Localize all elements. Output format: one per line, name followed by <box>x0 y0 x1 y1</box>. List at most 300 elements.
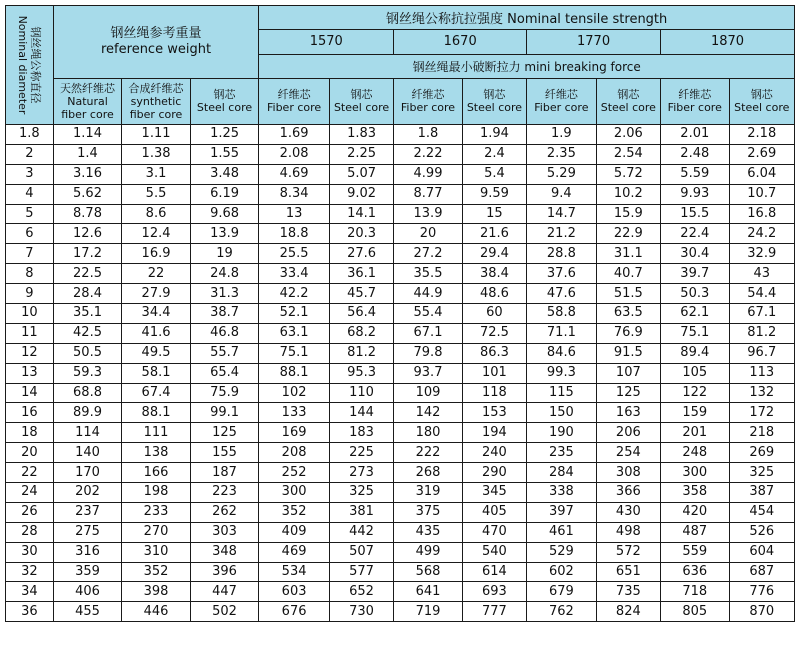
table-cell: 153 <box>462 403 526 423</box>
table-cell: 125 <box>190 423 259 443</box>
table-cell: 319 <box>394 483 463 503</box>
table-cell: 237 <box>53 502 122 522</box>
col-label-cn: 钢芯 <box>750 88 773 102</box>
table-cell: 218 <box>729 423 794 443</box>
table-cell: 14.1 <box>329 204 393 224</box>
table-cell: 36.1 <box>329 264 393 284</box>
table-cell: 352 <box>122 562 191 582</box>
table-cell: 96.7 <box>729 343 794 363</box>
table-cell: 38.7 <box>190 304 259 324</box>
table-cell: 442 <box>329 522 393 542</box>
table-cell: 187 <box>190 463 259 483</box>
table-cell: 461 <box>527 522 597 542</box>
table-cell: 9.02 <box>329 184 393 204</box>
table-cell: 254 <box>596 443 660 463</box>
table-cell: 338 <box>527 483 597 503</box>
diameter-cell: 5 <box>6 204 54 224</box>
table-cell: 144 <box>329 403 393 423</box>
table-cell: 534 <box>259 562 330 582</box>
table-cell: 9.68 <box>190 204 259 224</box>
table-cell: 719 <box>394 602 463 622</box>
table-row <box>6 502 795 522</box>
table-cell: 13.9 <box>190 224 259 244</box>
table-cell: 201 <box>661 423 730 443</box>
col-label-en: Steel core <box>333 101 390 115</box>
table-cell: 1.55 <box>190 144 259 164</box>
table-cell: 44.9 <box>394 284 463 304</box>
table-cell: 614 <box>462 562 526 582</box>
table-cell: 270 <box>122 522 191 542</box>
table-row <box>6 562 795 582</box>
col-label-cn: 钢芯 <box>617 88 640 102</box>
table-cell: 1.11 <box>122 125 191 145</box>
table-cell: 138 <box>122 443 191 463</box>
table-cell: 29.4 <box>462 244 526 264</box>
table-cell: 507 <box>329 542 393 562</box>
table-cell: 13 <box>259 204 330 224</box>
table-cell: 67.1 <box>729 304 794 324</box>
diameter-cell: 16 <box>6 403 54 423</box>
table-cell: 68.2 <box>329 323 393 343</box>
table-cell: 76.9 <box>596 323 660 343</box>
table-cell: 1.8 <box>394 125 463 145</box>
table-cell: 358 <box>661 483 730 503</box>
table-row <box>6 343 795 363</box>
table-row <box>6 423 795 443</box>
table-cell: 202 <box>53 483 122 503</box>
table-cell: 75.1 <box>259 343 330 363</box>
table-cell: 31.1 <box>596 244 660 264</box>
table-cell: 84.6 <box>527 343 597 363</box>
table-row <box>6 542 795 562</box>
table-cell: 2.22 <box>394 144 463 164</box>
diameter-cell: 1.8 <box>6 125 54 145</box>
table-row <box>6 284 795 304</box>
table-cell: 870 <box>729 602 794 622</box>
table-row <box>6 383 795 403</box>
diameter-cell: 28 <box>6 522 54 542</box>
table-cell: 577 <box>329 562 393 582</box>
table-cell: 359 <box>53 562 122 582</box>
table-cell: 240 <box>462 443 526 463</box>
table-cell: 14.7 <box>527 204 597 224</box>
table-cell: 110 <box>329 383 393 403</box>
table-cell: 397 <box>527 502 597 522</box>
col-label-cn: 纤维芯 <box>277 88 311 102</box>
table-cell: 198 <box>122 483 191 503</box>
table-cell: 1.38 <box>122 144 191 164</box>
table-cell: 430 <box>596 502 660 522</box>
table-cell: 50.5 <box>53 343 122 363</box>
table-cell: 687 <box>729 562 794 582</box>
table-cell: 248 <box>661 443 730 463</box>
col-1670-steel-core <box>462 78 526 124</box>
table-cell: 233 <box>122 502 191 522</box>
table-cell: 300 <box>259 483 330 503</box>
col-label-en: Steel core <box>466 101 523 115</box>
table-cell: 455 <box>53 602 122 622</box>
table-cell: 446 <box>122 602 191 622</box>
col-label-en: Steel core <box>734 101 790 115</box>
table-cell: 5.59 <box>661 164 730 184</box>
col-label-en: Steel core <box>600 101 656 115</box>
table-cell: 54.4 <box>729 284 794 304</box>
table-cell: 115 <box>527 383 597 403</box>
table-row <box>6 204 795 224</box>
table-cell: 9.59 <box>462 184 526 204</box>
table-cell: 43 <box>729 264 794 284</box>
table-cell: 22.5 <box>53 264 122 284</box>
table-cell: 51.5 <box>596 284 660 304</box>
col-label-cn: 钢芯 <box>213 88 236 102</box>
table-cell: 16.8 <box>729 204 794 224</box>
table-header <box>6 6 795 125</box>
table-cell: 118 <box>462 383 526 403</box>
diameter-cell: 7 <box>6 244 54 264</box>
diameter-cell: 22 <box>6 463 54 483</box>
table-cell: 529 <box>527 542 597 562</box>
table-cell: 12.4 <box>122 224 191 244</box>
col-label-en: Natural <box>67 94 108 108</box>
table-cell: 499 <box>394 542 463 562</box>
table-cell: 42.2 <box>259 284 330 304</box>
table-cell: 693 <box>462 582 526 602</box>
table-cell: 8.77 <box>394 184 463 204</box>
table-cell: 284 <box>527 463 597 483</box>
col-label-cn: 纤维芯 <box>411 88 445 102</box>
table-cell: 60 <box>462 304 526 324</box>
table-cell: 79.8 <box>394 343 463 363</box>
col-label-cn: 钢芯 <box>350 88 373 102</box>
table-cell: 2.18 <box>729 125 794 145</box>
table-cell: 2.69 <box>729 144 794 164</box>
table-cell: 150 <box>527 403 597 423</box>
table-row <box>6 224 795 244</box>
table-cell: 102 <box>259 383 330 403</box>
col-1570-steel-core <box>329 78 393 124</box>
table-cell: 602 <box>527 562 597 582</box>
grade-1870: 1870 <box>661 30 795 54</box>
table-cell: 2.01 <box>661 125 730 145</box>
table-cell: 27.9 <box>122 284 191 304</box>
table-cell: 169 <box>259 423 330 443</box>
table-cell: 776 <box>729 582 794 602</box>
table-cell: 275 <box>53 522 122 542</box>
table-row <box>6 363 795 383</box>
diameter-label-cn: 钢丝绳公称直径 <box>29 26 43 104</box>
table-cell: 63.5 <box>596 304 660 324</box>
col-label-cn: 纤维芯 <box>678 88 712 102</box>
col-natural-fiber-core <box>53 78 122 124</box>
diameter-cell: 10 <box>6 304 54 324</box>
col-label-cn: 合成纤维芯 <box>128 81 184 95</box>
table-cell: 52.1 <box>259 304 330 324</box>
table-cell: 25.5 <box>259 244 330 264</box>
table-row <box>6 582 795 602</box>
table-row <box>6 483 795 503</box>
col-label-en: synthetic <box>130 94 182 108</box>
table-cell: 50.3 <box>661 284 730 304</box>
table-cell: 641 <box>394 582 463 602</box>
table-cell: 34.4 <box>122 304 191 324</box>
diameter-cell: 4 <box>6 184 54 204</box>
col-label-cn: 纤维芯 <box>544 88 578 102</box>
reference-weight-cn: 钢丝绳参考重量 <box>110 25 202 41</box>
header-nominal-diameter <box>6 6 54 125</box>
table-cell: 651 <box>596 562 660 582</box>
diameter-cell: 26 <box>6 502 54 522</box>
table-cell: 67.4 <box>122 383 191 403</box>
table-cell: 37.6 <box>527 264 597 284</box>
table-cell: 190 <box>527 423 597 443</box>
table-cell: 5.5 <box>122 184 191 204</box>
table-cell: 235 <box>527 443 597 463</box>
table-cell: 21.6 <box>462 224 526 244</box>
table-cell: 5.72 <box>596 164 660 184</box>
table-cell: 290 <box>462 463 526 483</box>
table-cell: 409 <box>259 522 330 542</box>
table-cell: 5.07 <box>329 164 393 184</box>
table-cell: 27.6 <box>329 244 393 264</box>
table-cell: 109 <box>394 383 463 403</box>
table-cell: 155 <box>190 443 259 463</box>
table-cell: 20 <box>394 224 463 244</box>
table-cell: 38.4 <box>462 264 526 284</box>
table-cell: 498 <box>596 522 660 542</box>
table-cell: 5.4 <box>462 164 526 184</box>
table-cell: 273 <box>329 463 393 483</box>
table-cell: 679 <box>527 582 597 602</box>
header-tensile-strength: 钢丝绳公称抗拉强度 Nominal tensile strength <box>259 6 795 30</box>
table-cell: 777 <box>462 602 526 622</box>
table-cell: 15 <box>462 204 526 224</box>
col-1870-steel-core <box>729 78 794 124</box>
table-cell: 40.7 <box>596 264 660 284</box>
table-cell: 604 <box>729 542 794 562</box>
diameter-cell: 18 <box>6 423 54 443</box>
diameter-cell: 36 <box>6 602 54 622</box>
header-breaking-force: 钢丝绳最小破断拉力 mini breaking force <box>259 54 795 78</box>
table-cell: 8.6 <box>122 204 191 224</box>
diameter-cell: 3 <box>6 164 54 184</box>
table-cell: 268 <box>394 463 463 483</box>
table-cell: 159 <box>661 403 730 423</box>
table-cell: 1.94 <box>462 125 526 145</box>
table-cell: 28.8 <box>527 244 597 264</box>
table-cell: 20.3 <box>329 224 393 244</box>
table-cell: 568 <box>394 562 463 582</box>
table-cell: 19 <box>190 244 259 264</box>
table-cell: 41.6 <box>122 323 191 343</box>
table-cell: 32.9 <box>729 244 794 264</box>
col-synthetic-fiber-core <box>122 78 191 124</box>
table-cell: 15.5 <box>661 204 730 224</box>
table-row <box>6 125 795 145</box>
table-cell: 86.3 <box>462 343 526 363</box>
table-cell: 1.25 <box>190 125 259 145</box>
table-cell: 269 <box>729 443 794 463</box>
table-cell: 559 <box>661 542 730 562</box>
table-cell: 35.5 <box>394 264 463 284</box>
table-cell: 9.4 <box>527 184 597 204</box>
table-cell: 55.4 <box>394 304 463 324</box>
table-cell: 805 <box>661 602 730 622</box>
col-steel-core-weight <box>190 78 259 124</box>
table-cell: 45.7 <box>329 284 393 304</box>
table-cell: 62.1 <box>661 304 730 324</box>
table-cell: 24.2 <box>729 224 794 244</box>
col-1770-steel-core <box>596 78 660 124</box>
table-cell: 9.93 <box>661 184 730 204</box>
table-cell: 435 <box>394 522 463 542</box>
col-1570-fiber-core <box>259 78 330 124</box>
diameter-cell: 20 <box>6 443 54 463</box>
table-cell: 396 <box>190 562 259 582</box>
table-cell: 24.8 <box>190 264 259 284</box>
header-reference-weight <box>53 6 259 79</box>
diameter-cell: 8 <box>6 264 54 284</box>
col-label-en: Fiber core <box>667 101 722 115</box>
table-cell: 39.7 <box>661 264 730 284</box>
table-cell: 2.35 <box>527 144 597 164</box>
table-cell: 469 <box>259 542 330 562</box>
table-cell: 718 <box>661 582 730 602</box>
table-cell: 8.78 <box>53 204 122 224</box>
table-cell: 22 <box>122 264 191 284</box>
diameter-cell: 34 <box>6 582 54 602</box>
table-cell: 652 <box>329 582 393 602</box>
table-cell: 502 <box>190 602 259 622</box>
col-label-en: Steel core <box>196 101 253 115</box>
table-cell: 730 <box>329 602 393 622</box>
table-cell: 89.4 <box>661 343 730 363</box>
table-cell: 163 <box>596 403 660 423</box>
col-label-en: Fiber core <box>534 101 589 115</box>
table-cell: 13.9 <box>394 204 463 224</box>
table-cell: 6.04 <box>729 164 794 184</box>
table-cell: 170 <box>53 463 122 483</box>
table-cell: 262 <box>190 502 259 522</box>
col-label-en: fiber core <box>129 107 183 121</box>
table-cell: 636 <box>661 562 730 582</box>
table-cell: 1.9 <box>527 125 597 145</box>
table-cell: 42.5 <box>53 323 122 343</box>
table-cell: 18.8 <box>259 224 330 244</box>
table-cell: 111 <box>122 423 191 443</box>
table-cell: 6.19 <box>190 184 259 204</box>
table-cell: 398 <box>122 582 191 602</box>
col-label-en: fiber core <box>61 107 114 121</box>
table-cell: 16.9 <box>122 244 191 264</box>
table-row <box>6 304 795 324</box>
table-cell: 470 <box>462 522 526 542</box>
table-cell: 105 <box>661 363 730 383</box>
table-cell: 2.25 <box>329 144 393 164</box>
table-row <box>6 443 795 463</box>
table-row <box>6 264 795 284</box>
table-row <box>6 184 795 204</box>
table-cell: 122 <box>661 383 730 403</box>
diameter-cell: 13 <box>6 363 54 383</box>
table-cell: 125 <box>596 383 660 403</box>
col-1770-fiber-core <box>527 78 597 124</box>
table-cell: 352 <box>259 502 330 522</box>
table-cell: 95.3 <box>329 363 393 383</box>
table-cell: 30.4 <box>661 244 730 264</box>
col-label-en: Fiber core <box>266 101 322 115</box>
table-cell: 206 <box>596 423 660 443</box>
table-row <box>6 522 795 542</box>
table-cell: 406 <box>53 582 122 602</box>
table-cell: 10.2 <box>596 184 660 204</box>
table-cell: 17.2 <box>53 244 122 264</box>
table-cell: 81.2 <box>329 343 393 363</box>
table-cell: 140 <box>53 443 122 463</box>
grade-1570: 1570 <box>259 30 394 54</box>
table-cell: 99.1 <box>190 403 259 423</box>
table-cell: 10.7 <box>729 184 794 204</box>
reference-weight-en: reference weight <box>101 41 212 57</box>
table-cell: 3.48 <box>190 164 259 184</box>
table-row <box>6 164 795 184</box>
table-cell: 366 <box>596 483 660 503</box>
diameter-cell: 6 <box>6 224 54 244</box>
table-cell: 47.6 <box>527 284 597 304</box>
table-cell: 31.3 <box>190 284 259 304</box>
table-cell: 308 <box>596 463 660 483</box>
table-cell: 526 <box>729 522 794 542</box>
grade-1770: 1770 <box>527 30 661 54</box>
table-cell: 1.4 <box>53 144 122 164</box>
table-cell: 2.06 <box>596 125 660 145</box>
table-cell: 1.14 <box>53 125 122 145</box>
table-cell: 4.69 <box>259 164 330 184</box>
table-cell: 3.16 <box>53 164 122 184</box>
table-cell: 101 <box>462 363 526 383</box>
table-cell: 325 <box>729 463 794 483</box>
table-cell: 21.2 <box>527 224 597 244</box>
diameter-cell: 9 <box>6 284 54 304</box>
table-cell: 454 <box>729 502 794 522</box>
table-cell: 12.6 <box>53 224 122 244</box>
table-cell: 59.3 <box>53 363 122 383</box>
table-cell: 375 <box>394 502 463 522</box>
table-cell: 487 <box>661 522 730 542</box>
table-cell: 114 <box>53 423 122 443</box>
diameter-label-en: Nominal diameter <box>16 15 30 115</box>
table-cell: 5.62 <box>53 184 122 204</box>
table-cell: 824 <box>596 602 660 622</box>
table-cell: 1.69 <box>259 125 330 145</box>
table-cell: 58.1 <box>122 363 191 383</box>
table-cell: 225 <box>329 443 393 463</box>
rope-spec-table-container <box>5 5 795 651</box>
table-cell: 65.4 <box>190 363 259 383</box>
table-cell: 48.6 <box>462 284 526 304</box>
table-cell: 88.1 <box>122 403 191 423</box>
diameter-cell: 11 <box>6 323 54 343</box>
table-cell: 63.1 <box>259 323 330 343</box>
table-cell: 348 <box>190 542 259 562</box>
table-cell: 107 <box>596 363 660 383</box>
table-cell: 22.4 <box>661 224 730 244</box>
diameter-cell: 14 <box>6 383 54 403</box>
table-cell: 345 <box>462 483 526 503</box>
table-row <box>6 244 795 264</box>
table-cell: 208 <box>259 443 330 463</box>
table-cell: 180 <box>394 423 463 443</box>
table-cell: 222 <box>394 443 463 463</box>
